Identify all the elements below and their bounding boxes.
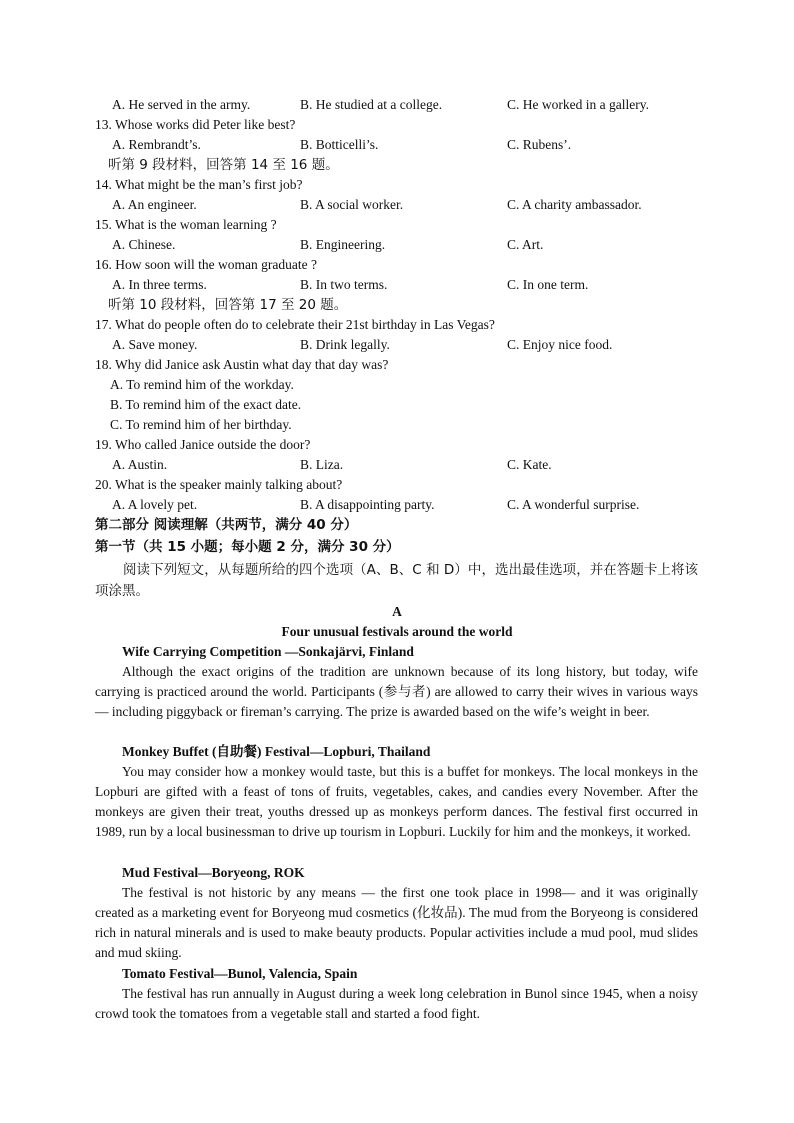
passage-title: Four unusual festivals around the world <box>281 624 513 639</box>
q20-option-a: A. A lovely pet. <box>112 497 198 512</box>
festival-heading: Monkey Buffet (自助餐) Festival—Lopburi, Thailand <box>122 744 431 759</box>
q15-option-b: B. Engineering. <box>300 237 386 252</box>
passage-letter: A <box>392 604 402 619</box>
q19-stem: 19. Who called Janice outside the door? <box>95 437 311 452</box>
q14-stem: 14. What might be the man’s first job? <box>95 177 303 192</box>
q18-option-a: A. To remind him of the workday. <box>110 377 294 392</box>
q12-option-a: A. He served in the army. <box>112 97 251 112</box>
section-9-instruction: 听第 9 段材料，回答第 14 至 16 题。 <box>108 157 339 173</box>
q15-option-c: C. Art. <box>507 237 544 252</box>
q18-option-c: C. To remind him of her birthday. <box>110 417 292 432</box>
q17-stem: 17. What do people often do to celebrate their 21st birthday in Las Vegas? <box>95 317 495 332</box>
q12-option-b: B. He studied at a college. <box>300 97 443 112</box>
q14-option-b: B. A social worker. <box>300 197 404 212</box>
q20-stem: 20. What is the speaker mainly talking about? <box>95 477 343 492</box>
q16-option-b: B. In two terms. <box>300 277 388 292</box>
q20-option-c: C. A wonderful surprise. <box>507 497 640 512</box>
reading-instruction: 阅读下列短文，从每题所给的四个选项（A、B、C 和 D）中，选出最佳选项，并在答题卡上将该项涂黑。 <box>95 562 698 599</box>
festival-heading: Mud Festival—Boryeong, ROK <box>122 865 305 880</box>
festival-paragraph: The festival is not historic by any means — the first one took place in 1998— and it was originally created as a marketing event for Boryeong mud cosmetics (化妆品). The mud from the Boryeong is considered rich in natural minerals and is used to make beauty products. Popular activities include a mud pool, mud slides and mud skiing. <box>95 885 698 961</box>
q17-option-a: A. Save money. <box>112 337 198 352</box>
q15-stem: 15. What is the woman learning ? <box>95 217 277 232</box>
q17-option-c: C. Enjoy nice food. <box>507 337 613 352</box>
q13-option-c: C. Rubens’. <box>507 137 572 152</box>
q17-option-b: B. Drink legally. <box>300 337 390 352</box>
festival-paragraph: The festival has run annually in August during a week long celebration in Bunol since 1945, when a noisy crowd took the tomatoes from a vegetable stall and started a food fight. <box>95 986 698 1022</box>
q16-stem: 16. How soon will the woman graduate ? <box>95 257 317 272</box>
q19-option-a: A. Austin. <box>112 457 168 472</box>
q14-option-c: C. A charity ambassador. <box>507 197 642 212</box>
q18-stem: 18. Why did Janice ask Austin what day that day was? <box>95 357 389 372</box>
festival-paragraph: Although the exact origins of the tradition are unknown because of its long history, but today, wife carrying is practiced around the world. Participants (参与者) are allowed to carry their wives in various ways— including piggyback or fireman’s carrying. The prize is awarded based on the wife’s weight in beer. <box>95 664 698 720</box>
part-2-title: 第二部分 阅读理解（共两节，满分 40 分） <box>95 517 358 533</box>
q12-option-c: C. He worked in a gallery. <box>507 97 649 112</box>
q15-option-a: A. Chinese. <box>112 237 176 252</box>
festival-heading: Tomato Festival—Bunol, Valencia, Spain <box>122 966 358 981</box>
q16-option-a: A. In three terms. <box>112 277 207 292</box>
q16-option-c: C. In one term. <box>507 277 589 292</box>
festival-heading: Wife Carrying Competition —Sonkajärvi, Finland <box>122 644 414 659</box>
q13-stem: 13. Whose works did Peter like best? <box>95 117 296 132</box>
section-10-instruction: 听第 10 段材料，回答第 17 至 20 题。 <box>108 297 348 313</box>
q14-option-a: A. An engineer. <box>112 197 197 212</box>
q20-option-b: B. A disappointing party. <box>300 497 435 512</box>
q13-option-a: A. Rembrandt’s. <box>112 137 201 152</box>
q18-option-b: B. To remind him of the exact date. <box>110 397 302 412</box>
q19-option-b: B. Liza. <box>300 457 344 472</box>
festival-paragraph: You may consider how a monkey would taste, but this is a buffet for monkeys. The local monkeys in the Lopburi are gifted with a feast of tons of fruits, vegetables, cakes, and candies every November. After the monkeys are given their treat, youths dressed up as monkeys perform dances. The festival first occurred in 1989, run by a local businessman to drive up tourism in Lopburi. Luckily for him and the monkeys, it worked. <box>95 764 698 840</box>
q19-option-c: C. Kate. <box>507 457 552 472</box>
section-1-title: 第一节（共 15 小题；每小题 2 分，满分 30 分） <box>95 539 400 555</box>
q13-option-b: B. Botticelli’s. <box>300 137 379 152</box>
